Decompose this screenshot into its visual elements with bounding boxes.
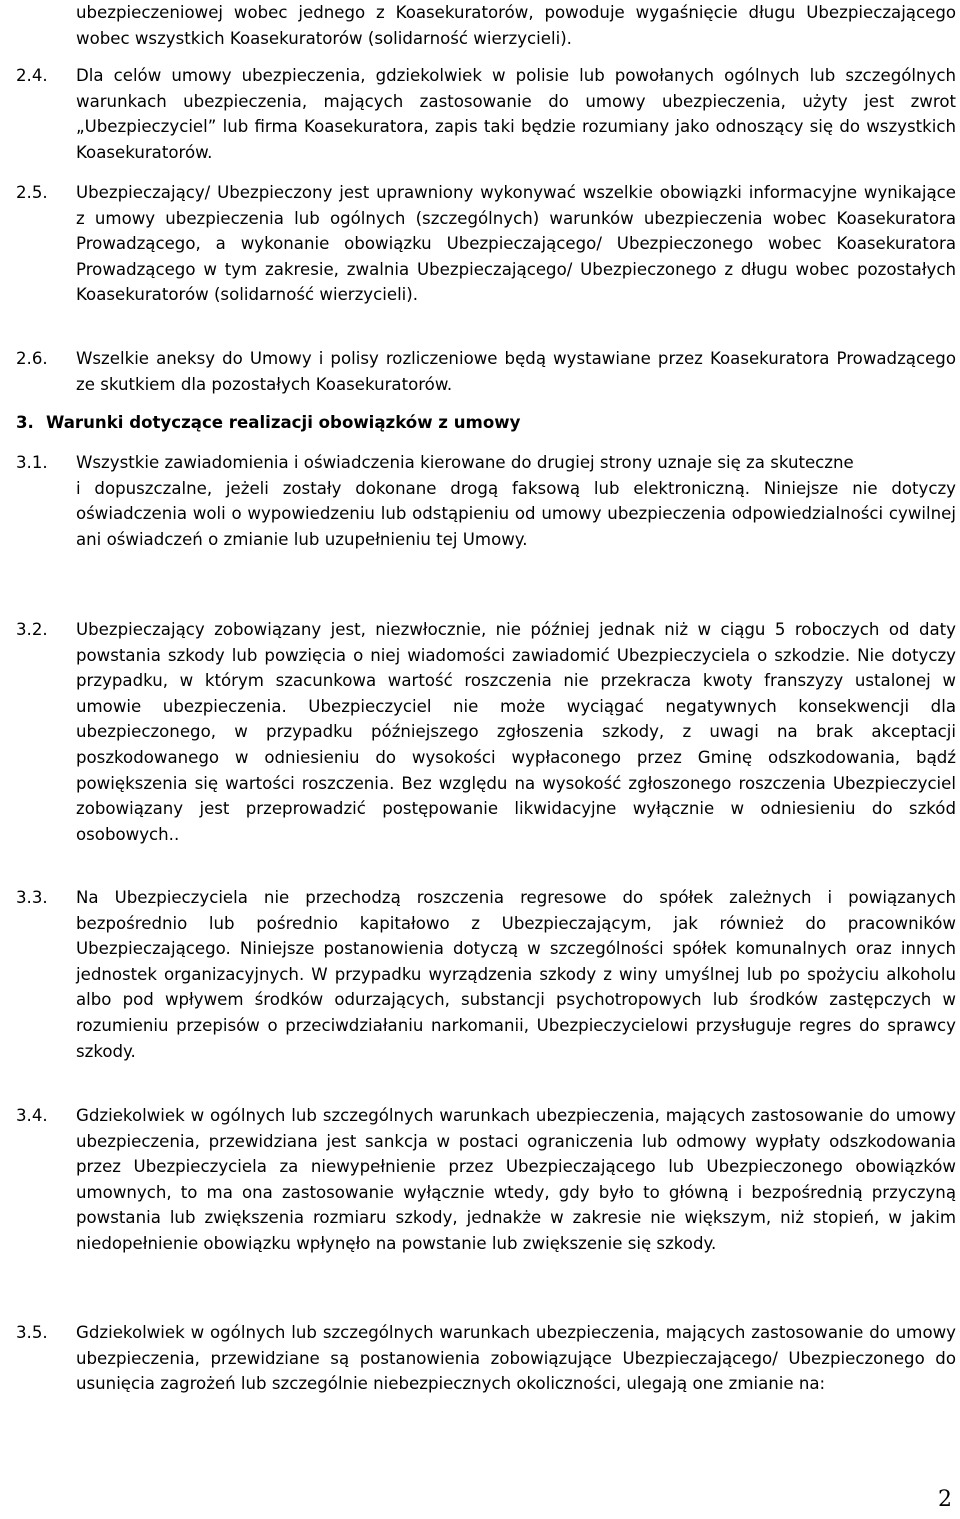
clause-3-2 xyxy=(16,617,956,847)
clause-text: Dla celów umowy ubezpieczenia, gdziekolwiek w polisie lub powołanych ogólnych lub szczególnych warunkach ubezpieczenia, mających zastosowanie do umowy ubezpieczenia, użyty jest zwrot „Ubezpieczyciel” lub firma Koasekuratora, zapis taki będzie rozumiany jako odnoszący się do wszystkich Koasekuratorów. xyxy=(76,66,956,162)
clause-3-3 xyxy=(16,885,956,1064)
section-title: Warunki dotyczące realizacji obowiązków z umowy xyxy=(46,413,521,432)
clause-text: Gdziekolwiek w ogólnych lub szczególnych warunkach ubezpieczenia, mających zastosowanie do umowy ubezpieczenia, przewidziane są postanowienia zobowiązujące Ubezpieczającego/ Ubezpieczonego do usunięcia zagrożeń lub szczególnie niebezpiecznych okoliczności, ulegają one zmianie na: xyxy=(76,1323,956,1394)
clause-2-5 xyxy=(16,180,956,308)
clause-number: 3.3. xyxy=(16,888,48,907)
clause-text-line2: i dopuszczalne, jeżeli zostały dokonane drogą faksową lub elektroniczną. Niniejsze nie dotyczy oświadczenia woli o wypowiedzeniu lub odstąpieniu od umowy ubezpieczenia odpowiedzialności cywilnej ani oświadczeń o zmianie lub uzupełnieniu tej Umowy. xyxy=(76,478,956,549)
intro-paragraph xyxy=(16,0,956,51)
clause-3-5 xyxy=(16,1320,956,1397)
paragraph-text: ubezpieczeniowej wobec jednego z Koasekuratorów, powoduje wygaśnięcie długu Ubezpieczającego wobec wszystkich Koasekuratorów (solidarność wierzycieli). xyxy=(76,3,956,48)
clause-2-6 xyxy=(16,346,956,397)
clause-text: Wszelkie aneksy do Umowy i polisy rozliczeniowe będą wystawiane przez Koasekuratora Prowadzącego ze skutkiem dla pozostałych Koasekuratorów. xyxy=(76,349,956,394)
clause-text: Gdziekolwiek w ogólnych lub szczególnych warunkach ubezpieczenia, mających zastosowanie do umowy ubezpieczenia, przewidziana jest sankcja w postaci ograniczenia lub odmowy wypłaty odszkodowania przez Ubezpieczyciela za niewypełnienie przez Ubezpieczającego lub Ubezpieczonego obowiązków umownych, to ma ona zastosowanie wyłącznie wtedy, gdy było to główną i bezpośrednią przyczyną powstania lub zwiększenia rozmiaru szkody, jednakże w zakresie nie większym, niż stopień, w jakim niedopełnienie obowiązku wpłynęło na powstanie lub zwiększenie się szkody. xyxy=(76,1106,956,1253)
clause-3-4 xyxy=(16,1103,956,1257)
clause-text-line1: Wszystkie zawiadomienia i oświadczenia kierowane do drugiej strony uznaje się za skuteczne xyxy=(76,453,854,472)
clause-text: Na Ubezpieczyciela nie przechodzą roszczenia regresowe do spółek zależnych i powiązanych bezpośrednio lub pośrednio kapitałowo z Ubezpieczającym, jak również do pracowników Ubezpieczającego. Niniejsze postanowienia dotyczą w szczególności spółek komunalnych oraz innych jednostek organizacyjnych. W przypadku wyrządzenia szkody z winy umyślnej lub po spożyciu alkoholu albo pod wpływem środków odurzających, substancji psychotropowych lub środków zastępczych w rozumieniu przepisów o przeciwdziałaniu narkomanii, Ubezpieczycielowi przysługuje regres do sprawcy szkody. xyxy=(76,888,956,1061)
clause-2-4 xyxy=(16,63,956,165)
clause-3-1 xyxy=(16,450,956,552)
clause-number: 3.5. xyxy=(16,1323,48,1342)
clause-text: Ubezpieczający/ Ubezpieczony jest uprawniony wykonywać wszelkie obowiązki informacyjne wynikające z umowy ubezpieczenia lub ogólnych (szczególnych) warunków ubezpieczenia wobec Koasekuratora Prowadzącego, a wykonanie obowiązku Ubezpieczającego/ Ubezpieczonego wobec Koasekuratora Prowadzącego w tym zakresie, zwalnia Ubezpieczającego/ Ubezpieczonego z długu wobec pozostałych Koasekuratorów (solidarność wierzycieli). xyxy=(76,183,956,305)
section-heading xyxy=(16,410,956,436)
clause-number: 3.4. xyxy=(16,1106,48,1125)
clause-number: 2.4. xyxy=(16,66,48,85)
section-number: 3. xyxy=(16,413,34,432)
clause-number: 2.6. xyxy=(16,349,48,368)
clause-number: 2.5. xyxy=(16,183,48,202)
clause-number: 3.2. xyxy=(16,620,48,639)
page-number: 2 xyxy=(938,1487,952,1512)
clause-text: Ubezpieczający zobowiązany jest, niezwłocznie, nie później jednak niż w ciągu 5 roboczych od daty powstania szkody lub powzięcia o niej wiadomości zawiadomić Ubezpieczyciela o szkodzie. Nie dotyczy przypadku, w którym szacunkowa wartość roszczenia nie przekracza kwoty franszyzy ustalonej w umowie ubezpieczenia. Ubezpieczyciel nie może wyciągać negatywnych konsekwencji dla ubezpieczonego, w przypadku późniejszego zgłoszenia szkody, z uwagi na brak akceptacji poszkodowanego w odniesieniu do wysokości wypłaconego przez Gminę odszkodowania, bądź powiększenia się wartości roszczenia. Bez względu na wysokość zgłoszonego roszczenia Ubezpieczyciel zobowiązany jest przeprowadzić postępowanie likwidacyjne wyłącznie w odniesieniu do szkód osobowych.. xyxy=(76,620,956,844)
clause-number: 3.1. xyxy=(16,453,48,472)
